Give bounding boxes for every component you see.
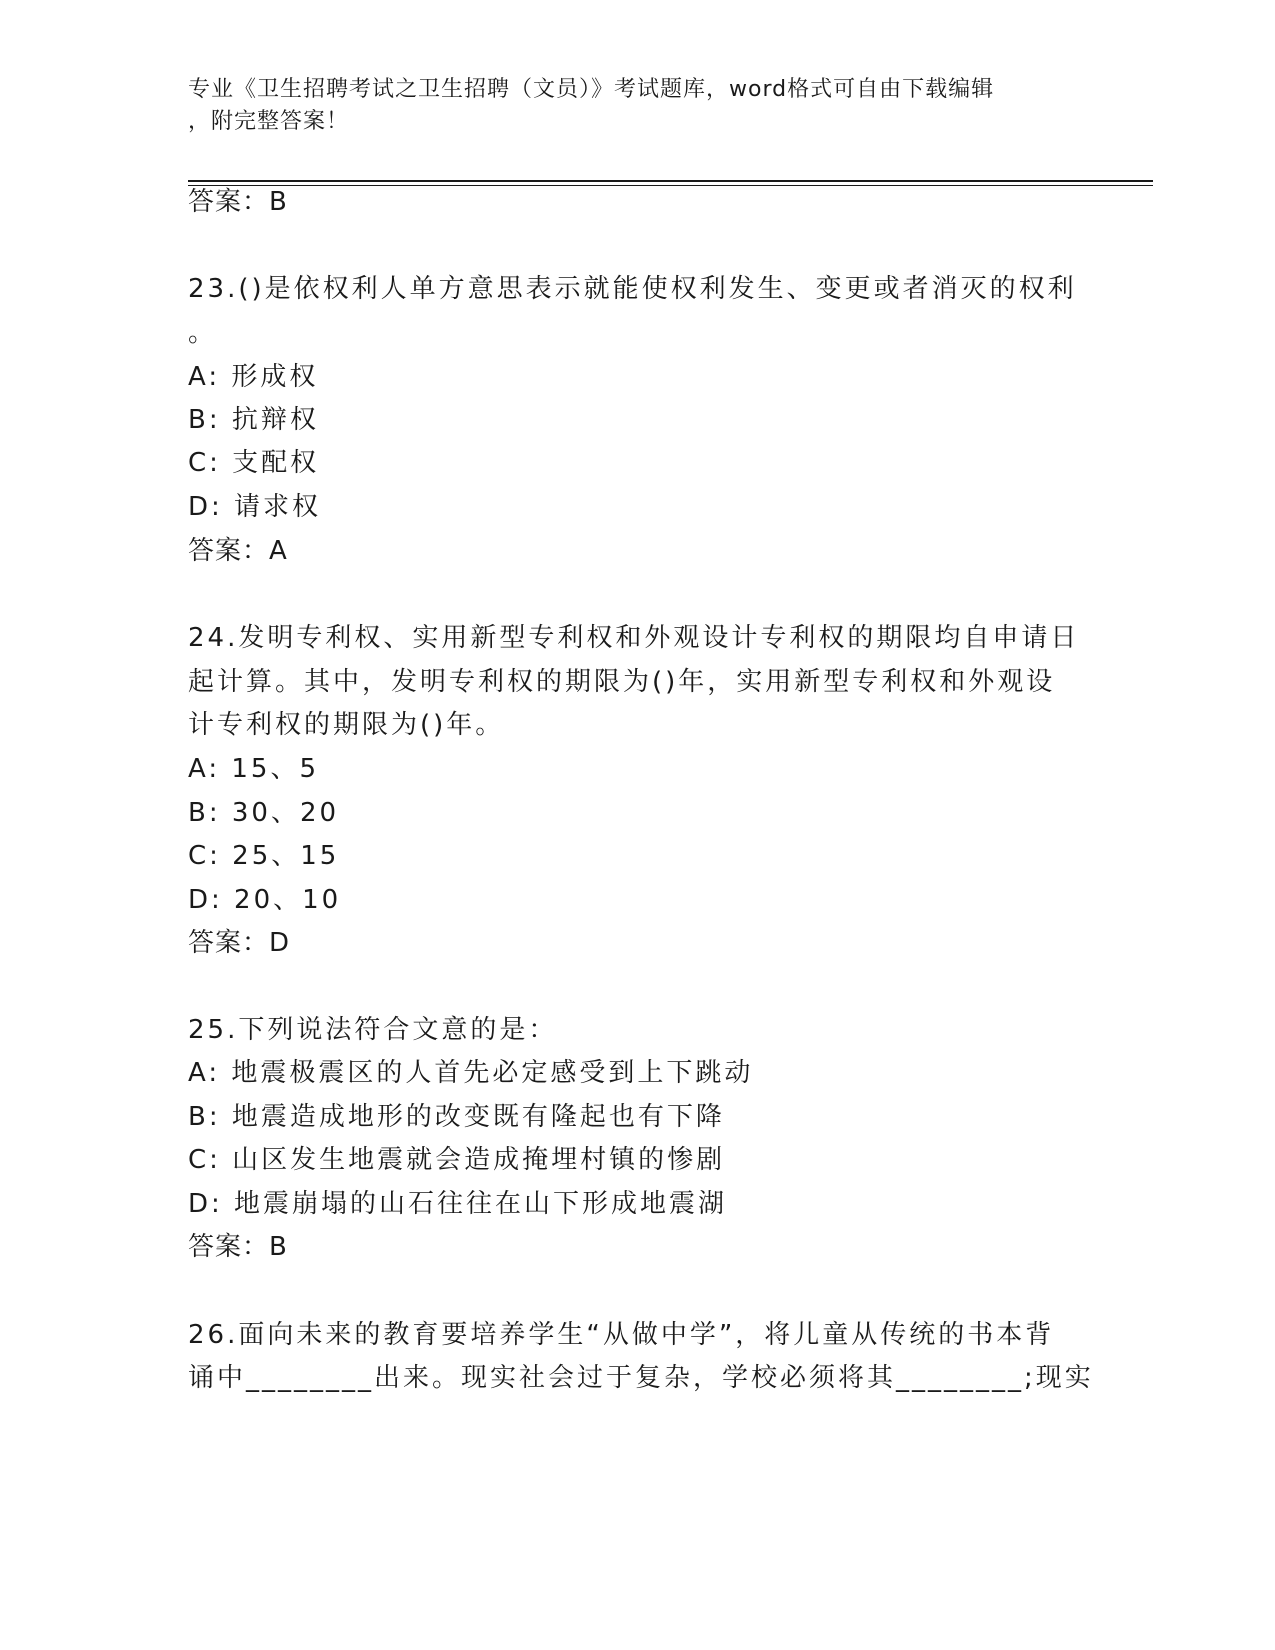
q24-option-c: C: 25、15: [188, 841, 340, 871]
q25-option-b: B: 地震造成地形的改变既有隆起也有下降: [188, 1102, 725, 1132]
q26-stem-line-2: 诵中________出来。现实社会过于复杂，学校必须将其________;现实: [188, 1363, 1094, 1393]
q23-option-a: A: 形成权: [188, 362, 319, 392]
q23-option-d: D: 请求权: [188, 492, 322, 522]
q23-answer: 答案：A: [188, 536, 288, 566]
header-line-2: ，附完整答案！: [188, 109, 350, 134]
q26-stem-line-1: 26.面向未来的教育要培养学生“从做中学”，将儿童从传统的书本背: [188, 1320, 1055, 1350]
header-divider: [188, 180, 1153, 182]
q24-stem-line-2: 起计算。其中，发明专利权的期限为()年，实用新型专利权和外观设: [188, 667, 1056, 697]
q25-option-a: A: 地震极震区的人首先必定感受到上下跳动: [188, 1058, 754, 1088]
document-header: [188, 74, 1068, 138]
header-divider-thin: [188, 185, 1153, 186]
q24-option-b: B: 30、20: [188, 798, 340, 828]
q24-option-d: D: 20、10: [188, 885, 342, 915]
q25-option-c: C: 山区发生地震就会造成掩埋村镇的惨剧: [188, 1145, 726, 1175]
q25-answer: 答案：B: [188, 1232, 288, 1262]
q24-option-a: A: 15、5: [188, 754, 319, 784]
q25-option-d: D: 地震崩塌的山石往往在山下形成地震湖: [188, 1189, 728, 1219]
header-line-1: 专业《卫生招聘考试之卫生招聘（文员）》考试题库，word格式可自由下载编辑: [188, 77, 995, 102]
q24-stem-line-3: 计专利权的期限为()年。: [188, 710, 505, 740]
q24-answer: 答案：D: [188, 928, 291, 958]
answer-q22: 答案：B: [188, 187, 288, 217]
q23-stem-line-2: 。: [188, 318, 218, 348]
q24-stem-line-1: 24.发明专利权、实用新型专利权和外观设计专利权的期限均自申请日: [188, 623, 1080, 653]
q23-option-c: C: 支配权: [188, 448, 320, 478]
q23-stem-line-1: 23.()是依权利人单方意思表示就能使权利发生、变更或者消灭的权利: [188, 274, 1077, 304]
q23-option-b: B: 抗辩权: [188, 405, 319, 435]
q25-stem-line-1: 25.下列说法符合文意的是：: [188, 1015, 558, 1045]
